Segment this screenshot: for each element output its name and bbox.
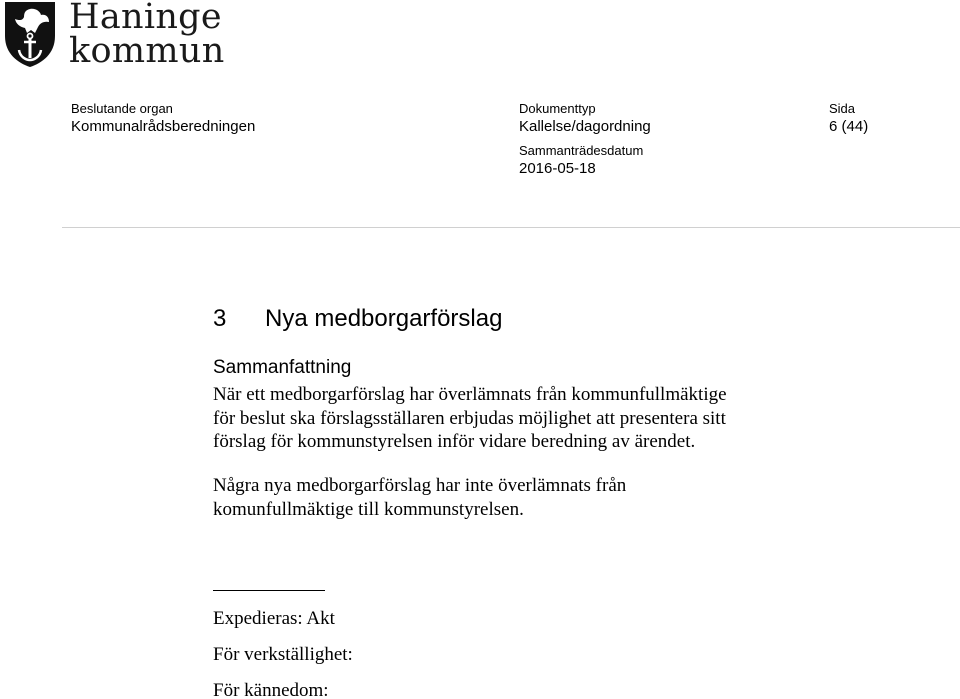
date-value: 2016-05-18 — [519, 160, 596, 177]
haninge-kommun-logo — [0, 0, 230, 72]
page-number: 6 (44) — [829, 118, 869, 135]
summary-paragraph-2 — [213, 474, 853, 521]
summary-paragraph-1 — [213, 383, 853, 454]
organ-label: Beslutande organ — [71, 101, 173, 116]
signature-line — [213, 590, 325, 591]
header-date — [519, 143, 643, 179]
paragraph-line: När ett medborgarförslag har överlämnats från kommunfullmäktige — [213, 384, 727, 405]
header-divider — [62, 227, 960, 228]
coat-of-arms-icon — [2, 0, 58, 68]
doctype-value: Kallelse/dagordning — [519, 118, 651, 135]
logo-line-2: kommun — [69, 31, 225, 71]
paragraph-line: komunfullmäktige till kommunstyrelsen. — [213, 498, 524, 520]
summary-heading: Sammanfattning — [213, 357, 352, 378]
date-label: Sammanträdesdatum — [519, 143, 644, 158]
section-heading — [213, 304, 502, 334]
doctype-label: Dokumenttyp — [519, 101, 596, 116]
section-title: Nya medborgarförslag — [265, 305, 503, 332]
expedieras-line: Expedieras: Akt — [213, 608, 335, 629]
verkstallighet-line: För verkställighet: — [213, 644, 353, 665]
header-organ — [71, 101, 255, 137]
paragraph-line: för beslut ska förslagsställaren erbjudas möjlighet att presentera sitt — [213, 407, 726, 429]
section-number: 3 — [213, 305, 227, 332]
header-page — [829, 101, 868, 137]
paragraph-line: Några nya medborgarförslag har inte överlämnats från — [213, 475, 627, 496]
logo-line-1: Haninge — [69, 0, 222, 37]
page-label: Sida — [829, 101, 856, 116]
paragraph-line: förslag för kommunstyrelsen inför vidare beredning av ärendet. — [213, 431, 696, 452]
organ-value: Kommunalrådsberedningen — [71, 118, 256, 135]
kannedom-line: För kännedom: — [213, 680, 329, 699]
logo-wordmark — [69, 0, 225, 71]
header-doctype — [519, 101, 651, 137]
